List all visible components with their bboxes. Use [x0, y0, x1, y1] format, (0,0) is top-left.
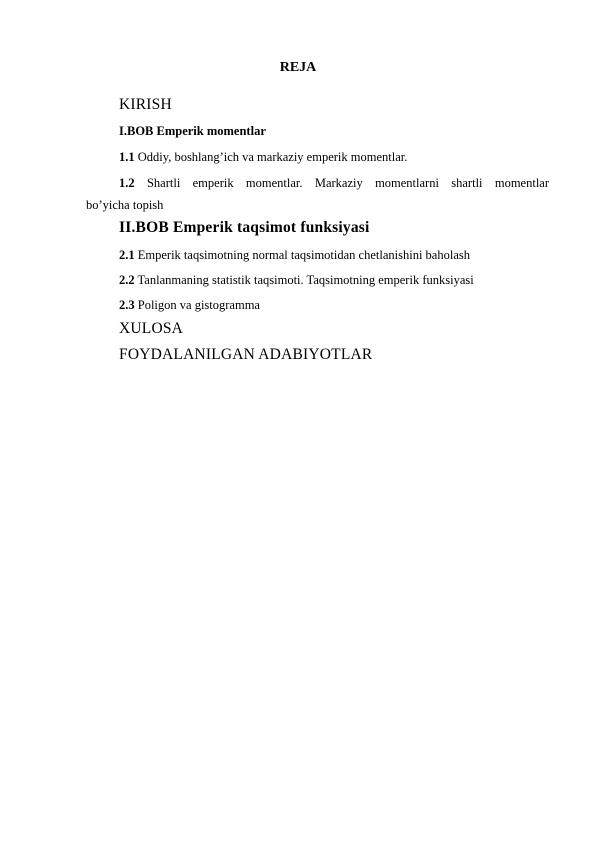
toc-item-number: 1.1	[119, 150, 135, 164]
toc-kirish: KIRISH	[119, 96, 172, 113]
toc-item-1-2-continuation: bo’yicha topish	[86, 198, 164, 212]
toc-item-number: 2.2	[119, 273, 135, 287]
toc-xulosa: XULOSA	[119, 320, 184, 337]
toc-item-number: 2.3	[119, 298, 135, 312]
toc-item-2-1	[119, 248, 470, 263]
toc-item-text: Tanlanmaning statistik taqsimoti. Taqsimotning emperik funksiyasi	[137, 273, 474, 287]
toc-item-1-1	[119, 150, 407, 165]
toc-item-text: Oddiy, boshlang’ich va markaziy emperik momentlar.	[137, 150, 408, 164]
toc-item-1-2	[119, 176, 549, 191]
toc-item-text: Poligon va gistogramma	[137, 298, 260, 312]
toc-item-number: 1.2	[119, 176, 135, 190]
toc-item-text: Emperik taqsimotning normal taqsimotidan chetlanishini baholash	[137, 248, 470, 262]
toc-item-text: Shartli emperik momentlar. Markaziy momentlarni shartli momentlar	[146, 176, 549, 190]
page-title: REJA	[279, 60, 317, 75]
toc-chapter-1: I.BOB Emperik momentlar	[119, 124, 266, 138]
toc-item-2-3	[119, 298, 260, 313]
toc-item-2-2	[119, 273, 474, 288]
toc-item-number: 2.1	[119, 248, 135, 262]
toc-chapter-2: II.BOB Emperik taqsimot funksiyasi	[119, 219, 370, 236]
toc-adabiyotlar: FOYDALANILGAN ADABIYOTLAR	[119, 346, 373, 363]
